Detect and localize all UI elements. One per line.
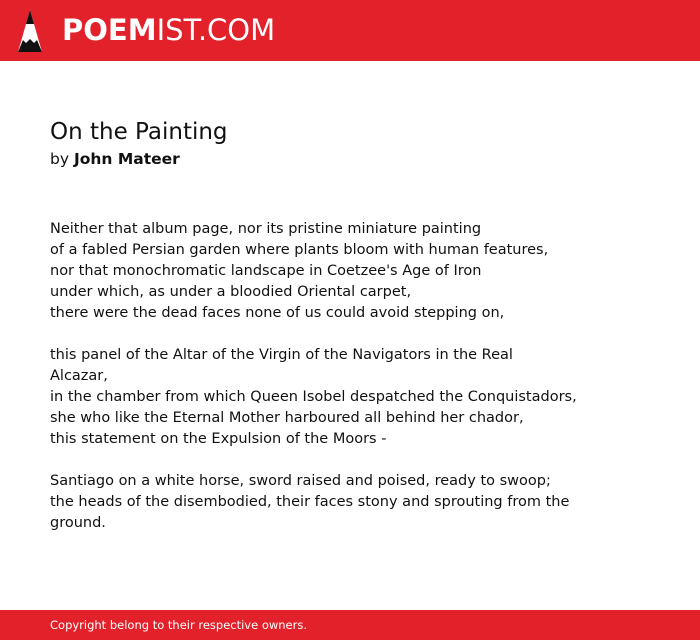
poem-byline bbox=[50, 149, 180, 169]
poem-body bbox=[50, 219, 670, 555]
poem-line: this statement on the Expulsion of the Moors - bbox=[50, 431, 387, 447]
poem-line: Santiago on a white horse, sword raised and poised, ready to swoop; bbox=[50, 473, 551, 489]
poem-line: Alcazar, bbox=[50, 368, 108, 384]
poem-author: John Mateer bbox=[73, 150, 180, 168]
poem-stanza bbox=[50, 471, 670, 534]
poem-line: in the chamber from which Queen Isobel despatched the Conquistadors, bbox=[50, 389, 577, 405]
pencil-icon[interactable] bbox=[18, 10, 42, 52]
poem-line: nor that monochromatic landscape in Coetzee's Age of Iron bbox=[50, 263, 482, 279]
poem-stanza bbox=[50, 219, 670, 324]
poem-line: she who like the Eternal Mother harboured all behind her chador, bbox=[50, 410, 524, 426]
poem-line: under which, as under a bloodied Oriental carpet, bbox=[50, 284, 412, 300]
logo-bold-text: POEM bbox=[62, 13, 157, 47]
copyright-text: Copyright belong to their respective owners. bbox=[50, 618, 308, 632]
by-label: by bbox=[50, 150, 70, 168]
poem-line: there were the dead faces none of us could avoid stepping on, bbox=[50, 305, 505, 321]
site-footer bbox=[0, 610, 700, 640]
poem-stanza bbox=[50, 345, 670, 450]
poem-line: this panel of the Altar of the Virgin of the Navigators in the Real bbox=[50, 347, 513, 363]
site-header bbox=[0, 0, 700, 61]
site-logo[interactable] bbox=[62, 12, 275, 48]
poem-title: On the Painting bbox=[50, 119, 228, 145]
poem-line: of a fabled Persian garden where plants bloom with human features, bbox=[50, 242, 549, 258]
poem-line: ground. bbox=[50, 515, 106, 531]
poem-line: the heads of the disembodied, their faces stony and sprouting from the bbox=[50, 494, 570, 510]
poem-line: Neither that album page, nor its pristine miniature painting bbox=[50, 221, 482, 237]
logo-light-text: IST.COM bbox=[156, 13, 276, 47]
